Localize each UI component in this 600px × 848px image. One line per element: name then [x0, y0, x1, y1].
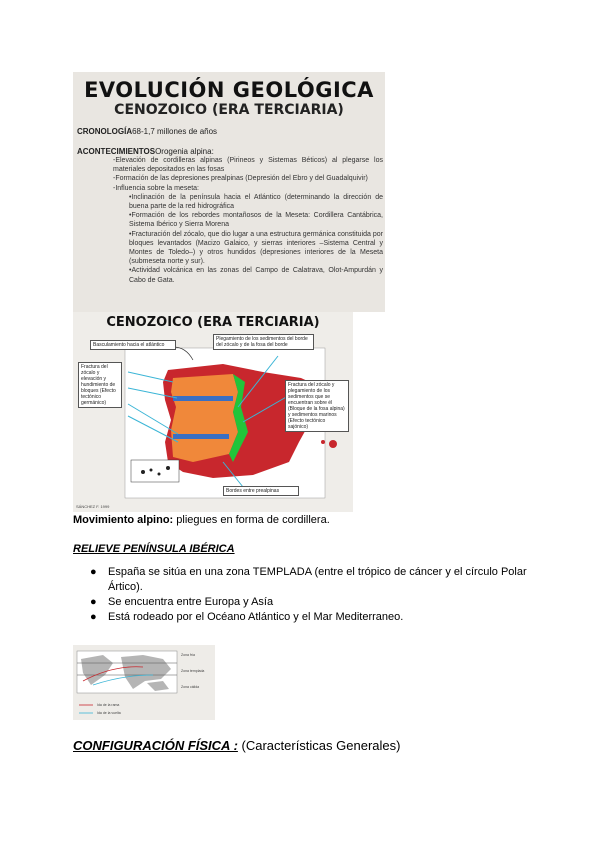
slide-subtitle: CENOZOICO (ERA TERCIARIA) — [114, 102, 344, 118]
map-label: Fractura del zócalo y plegamiento de los sedimentos que se encuentran sobre él (Bloque de la fosa alpina) y sedimentos marinos (Efecto tectónico sajónico) — [285, 380, 349, 432]
section-heading-configuracion: CONFIGURACIÓN FÍSICA : (Características Generales) — [73, 738, 401, 753]
section-heading-relieve: RELIEVE PENÍNSULA IBÉRICA — [73, 543, 235, 555]
slide-title: CENOZOICO (ERA TERCIARIA) — [106, 315, 320, 330]
list-item: ● Se encuentra entre Europa y Asía — [90, 596, 274, 608]
geology-slide-1 — [73, 72, 385, 312]
map-label: Plegamiento de los sedimentos del borde del zócalo y de la fosa del borde — [213, 334, 314, 350]
events-line: ACONTECIMIENTOSOrogenia alpina: — [77, 147, 214, 156]
event-item: -Elevación de cordilleras alpinas (Pirineos y Sistemas Béticos) al plegarse los materiales depositados en las fosas — [113, 157, 383, 174]
chronology-line: CRONOLOGÍA68-1,7 millones de años — [77, 127, 218, 136]
zone-label: Zona fría — [181, 653, 196, 657]
event-subitem: •Formación de los rebordes montañosos de la Meseta: Cordillera Cantábrica, Sistema Ibérico y Sierra Morena — [129, 212, 383, 229]
slide-title: EVOLUCIÓN GEOLÓGICA — [84, 78, 374, 102]
movimiento-alpino-line: Movimiento alpino: pliegues en forma de cordillera. — [73, 514, 330, 526]
bullet-icon: ● — [90, 611, 97, 623]
bullet-icon: ● — [90, 566, 97, 578]
events-list — [113, 156, 383, 285]
event-item: -Influencia sobre la meseta: — [113, 184, 199, 192]
geology-slide-2 — [73, 312, 353, 512]
slide-footer: SÁNCHEZ F. 1999 — [76, 504, 110, 509]
event-item: -Formación de las depresiones prealpinas (Depresión del Ebro y del Guadalquivir) — [113, 175, 368, 183]
event-subitem: •Fracturación del zócalo, que dio lugar a una estructura germánica constituida por bloques levantados (Macizo Galaico, y sierras interiores –Sistema Central y Montes de Toledo–) y otros hundidos (depresiones interiores de la Meseta (submeseta norte y sur). — [129, 230, 383, 266]
zone-label: Zona cálida — [181, 685, 200, 689]
legend-label: Ida de la rama — [97, 703, 120, 707]
bullet-icon: ● — [90, 596, 97, 608]
map-label: Fractura del zócalo y elevación y hundimiento de bloques (Efecto tectónico germánico) — [78, 362, 122, 408]
bullet-list — [90, 565, 530, 625]
event-subitem: •Inclinación de la península hacia el Atlántico (determinando la dirección de buena parte de la red hidrográfica — [129, 193, 383, 211]
list-item: ● España se sitúa en una zona TEMPLADA (entre el trópico de cáncer y el círculo Polar Ártico). — [90, 566, 527, 593]
map-label: Basculamiento hacia el atlántico — [90, 340, 176, 350]
event-subitem: •Actividad volcánica en las zonas del Campo de Calatrava, Olot-Ampurdán y Cabo de Gata. — [129, 267, 383, 284]
list-item: ● Está rodeado por el Océano Atlántico y el Mar Mediterraneo. — [90, 611, 404, 623]
map-label: Bordes entre prealpinas — [223, 486, 299, 496]
zone-label: Zona templada — [181, 669, 205, 673]
climate-zones-figure — [73, 645, 215, 720]
legend-label: Ida de la vuelta — [97, 711, 121, 715]
